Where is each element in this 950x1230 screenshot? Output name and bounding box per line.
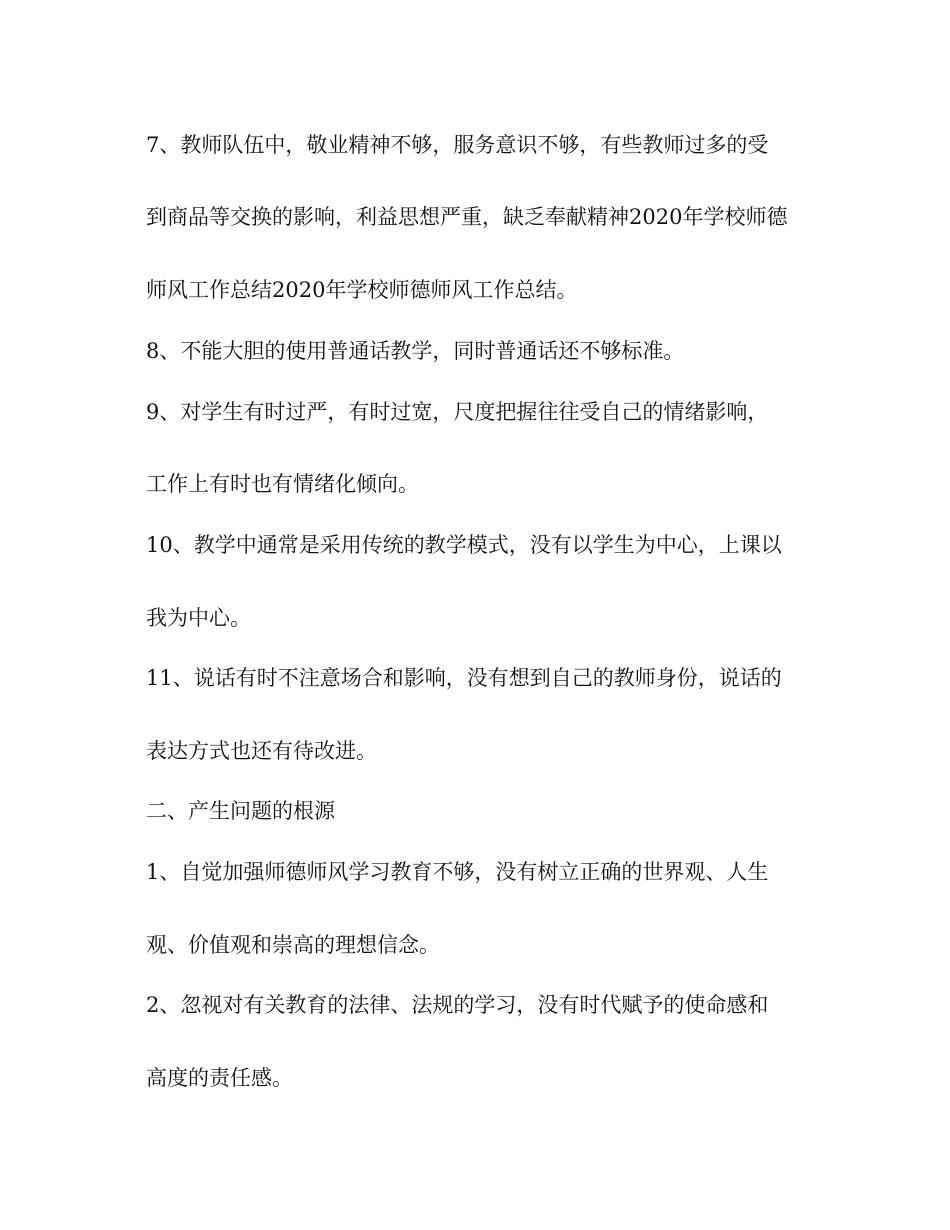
text-line-item7-3: 师风工作总结2020年学校师德师风工作总结。 (146, 278, 578, 302)
text-line-cause1-1: 1、自觉加强师德师风学习教育不够，没有树立正确的世界观、人生 (146, 860, 769, 884)
text-line-cause2-2: 高度的责任感。 (146, 1066, 293, 1090)
text-line-cause1-2: 观、价值观和崇高的理想信念。 (146, 933, 440, 957)
section-heading-root-causes: 二、产生问题的根源 (146, 799, 335, 823)
text-line-item9-2: 工作上有时也有情绪化倾向。 (146, 472, 419, 496)
text-line-item11-1: 11、说话有时不注意场合和影响，没有想到自己的教师身份，说话的 (146, 666, 782, 690)
text-line-item7-1: 7、教师队伍中，敬业精神不够，服务意识不够，有些教师过多的受 (146, 133, 769, 157)
text-line-cause2-1: 2、忽视对有关教育的法律、法规的学习，没有时代赋予的使命感和 (146, 993, 769, 1017)
text-line-item10-1: 10、教学中通常是采用传统的教学模式，没有以学生为中心，上课以 (146, 533, 782, 557)
text-line-item7-2: 到商品等交换的影响，利益思想严重，缺乏奉献精神2020年学校师德 (146, 205, 788, 229)
text-line-item8: 8、不能大胆的使用普通话教学，同时普通话还不够标准。 (146, 339, 685, 363)
text-line-item10-2: 我为中心。 (146, 606, 251, 630)
text-line-item11-2: 表达方式也还有待改进。 (146, 739, 377, 763)
text-line-item9-1: 9、对学生有时过严，有时过宽，尺度把握往往受自己的情绪影响， (146, 400, 769, 424)
